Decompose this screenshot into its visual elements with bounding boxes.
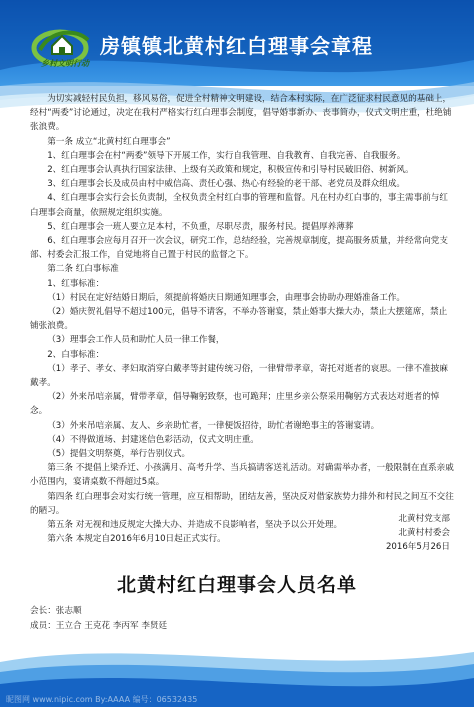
article-1-item: 2、红白理事会认真执行国家法律、上级有关政策和规定，积极宣传和引导村民破旧俗、树新风。 [47,165,414,176]
article-2-title: 第二条 红白事标准 [47,264,119,275]
white-event-standard-title: 2、白事标准： [47,349,105,360]
article-3: 第三条 不提倡上梁乔迁、小孩满月、高考升学、当兵搞请客送礼活动。对确需举办者，一般限制在直系亲戚小范围内，宴请桌数不得超过5桌。 [30,463,454,488]
charter-body [30,92,455,547]
white-event-standard-item: （2）外来吊唁亲属，臂带孝章，倡导鞠躬致祭，也可跪拜；庄里乡亲公祭采用鞠躬方式表达对逝者的悼念。 [30,392,440,417]
signature-block [386,512,450,554]
president-label: 会长： [30,606,56,616]
page-title: 房镇镇北黄村红白理事会章程 [100,34,373,58]
article-1-item: 4、红白理事会实行会长负责制，全权负责全村红白事的管理和监督。凡在村办红白事的，事主需事前与红白理事会商量，依照规定组织实施。 [30,193,448,218]
article-1-item: 1、红白理事会在村“两委”领导下开展工作，实行自我管理、自我教育、自我完善、自我服务。 [47,150,406,161]
roster-president-row [30,604,167,619]
members-label: 成员： [30,621,56,631]
intro-paragraph: 为切实减轻村民负担，移风易俗，促进全村精神文明建设，结合本村实际，在广泛征求村民意见的基础上，经村“两委”讨论通过，决定在我村严格实行红白理事会制度，倡导婚事新办、丧事简办，仪式文明庄重，杜绝铺张浪费。 [30,94,452,133]
red-event-standard-item: （3）理事会工作人员和助忙人员一律工作餐， [47,335,225,346]
white-event-standard-item: （3）外来吊唁亲属、友人、乡亲助忙者，一律便饭招待，助忙者谢绝事主的答谢宴请。 [47,420,380,431]
white-event-standard-item: （4）不得做道场、封建迷信色彩活动，仪式文明庄重。 [47,434,259,445]
watermark: 昵图网 www.nipic.com By:AAAA 编号：06532435 [6,695,198,704]
signature-date: 2016年5月26日 [385,542,450,552]
roster-title: 北黄村红白理事会人员名单 [116,574,357,596]
red-event-standard-item: （1）村民在定好结婚日期后，须提前将婚庆日期通知理事会，由理事会协助办理婚准备工作。 [47,292,406,303]
article-1-item: 5、红白理事会一班人要立足本村，不负重，尽职尽责，服务村民。提倡厚养薄葬 [47,221,354,232]
members-names: 王立合 王克花 李丙军 李贤廷 [55,621,168,631]
article-5: 第五条 对无视和违反规定大操大办、并造成不良影响者，坚决予以公开处理。 [47,520,343,531]
roster-list [30,604,167,634]
article-1-item: 6、红白理事会应每月召开一次会议，研究工作，总结经验，完善规章制度，提高服务质量，并经常向党支部、村委会汇报工作，自觉地将自己置于村民的监督之下。 [30,236,448,261]
signature-village-committee: 北黄村村委会 [398,528,450,538]
signature-party-branch: 北黄村党支部 [398,514,450,524]
president-name: 张志顺 [55,606,82,616]
article-1-title: 第一条 成立“北黄村红白理事会” [47,136,171,147]
article-6: 第六条 本规定自2016年6月10日起正式实行。 [47,534,226,545]
white-event-standard-item: （1）孝子、孝女、孝妇取消穿白戴孝等封建传统习俗，一律臂带孝章，寄托对逝者的哀思。一律不准披麻戴孝。 [30,363,448,389]
white-event-standard-item: （5）提倡文明祭奠，举行告别仪式。 [47,449,191,460]
red-event-standard-item: （2）婚庆贺礼倡导不超过100元，倡导不请客，不举办答谢宴，禁止婚事大操大办，禁止大摆筵席，禁止铺张浪费。 [30,307,448,332]
article-1-item: 3、红白理事会长及成员由村中威信高、责任心强、热心有经验的老干部、老党员及群众组成。 [47,179,406,190]
logo-caption: 乡村文明行动 [41,59,89,68]
article-4: 第四条 红白理事会对实行统一管理，应互相帮助，团结友善，坚决反对借家族势力排外和村民之间互不交往的陋习。 [30,491,454,516]
red-event-standard-title: 1、红事标准： [47,278,105,289]
